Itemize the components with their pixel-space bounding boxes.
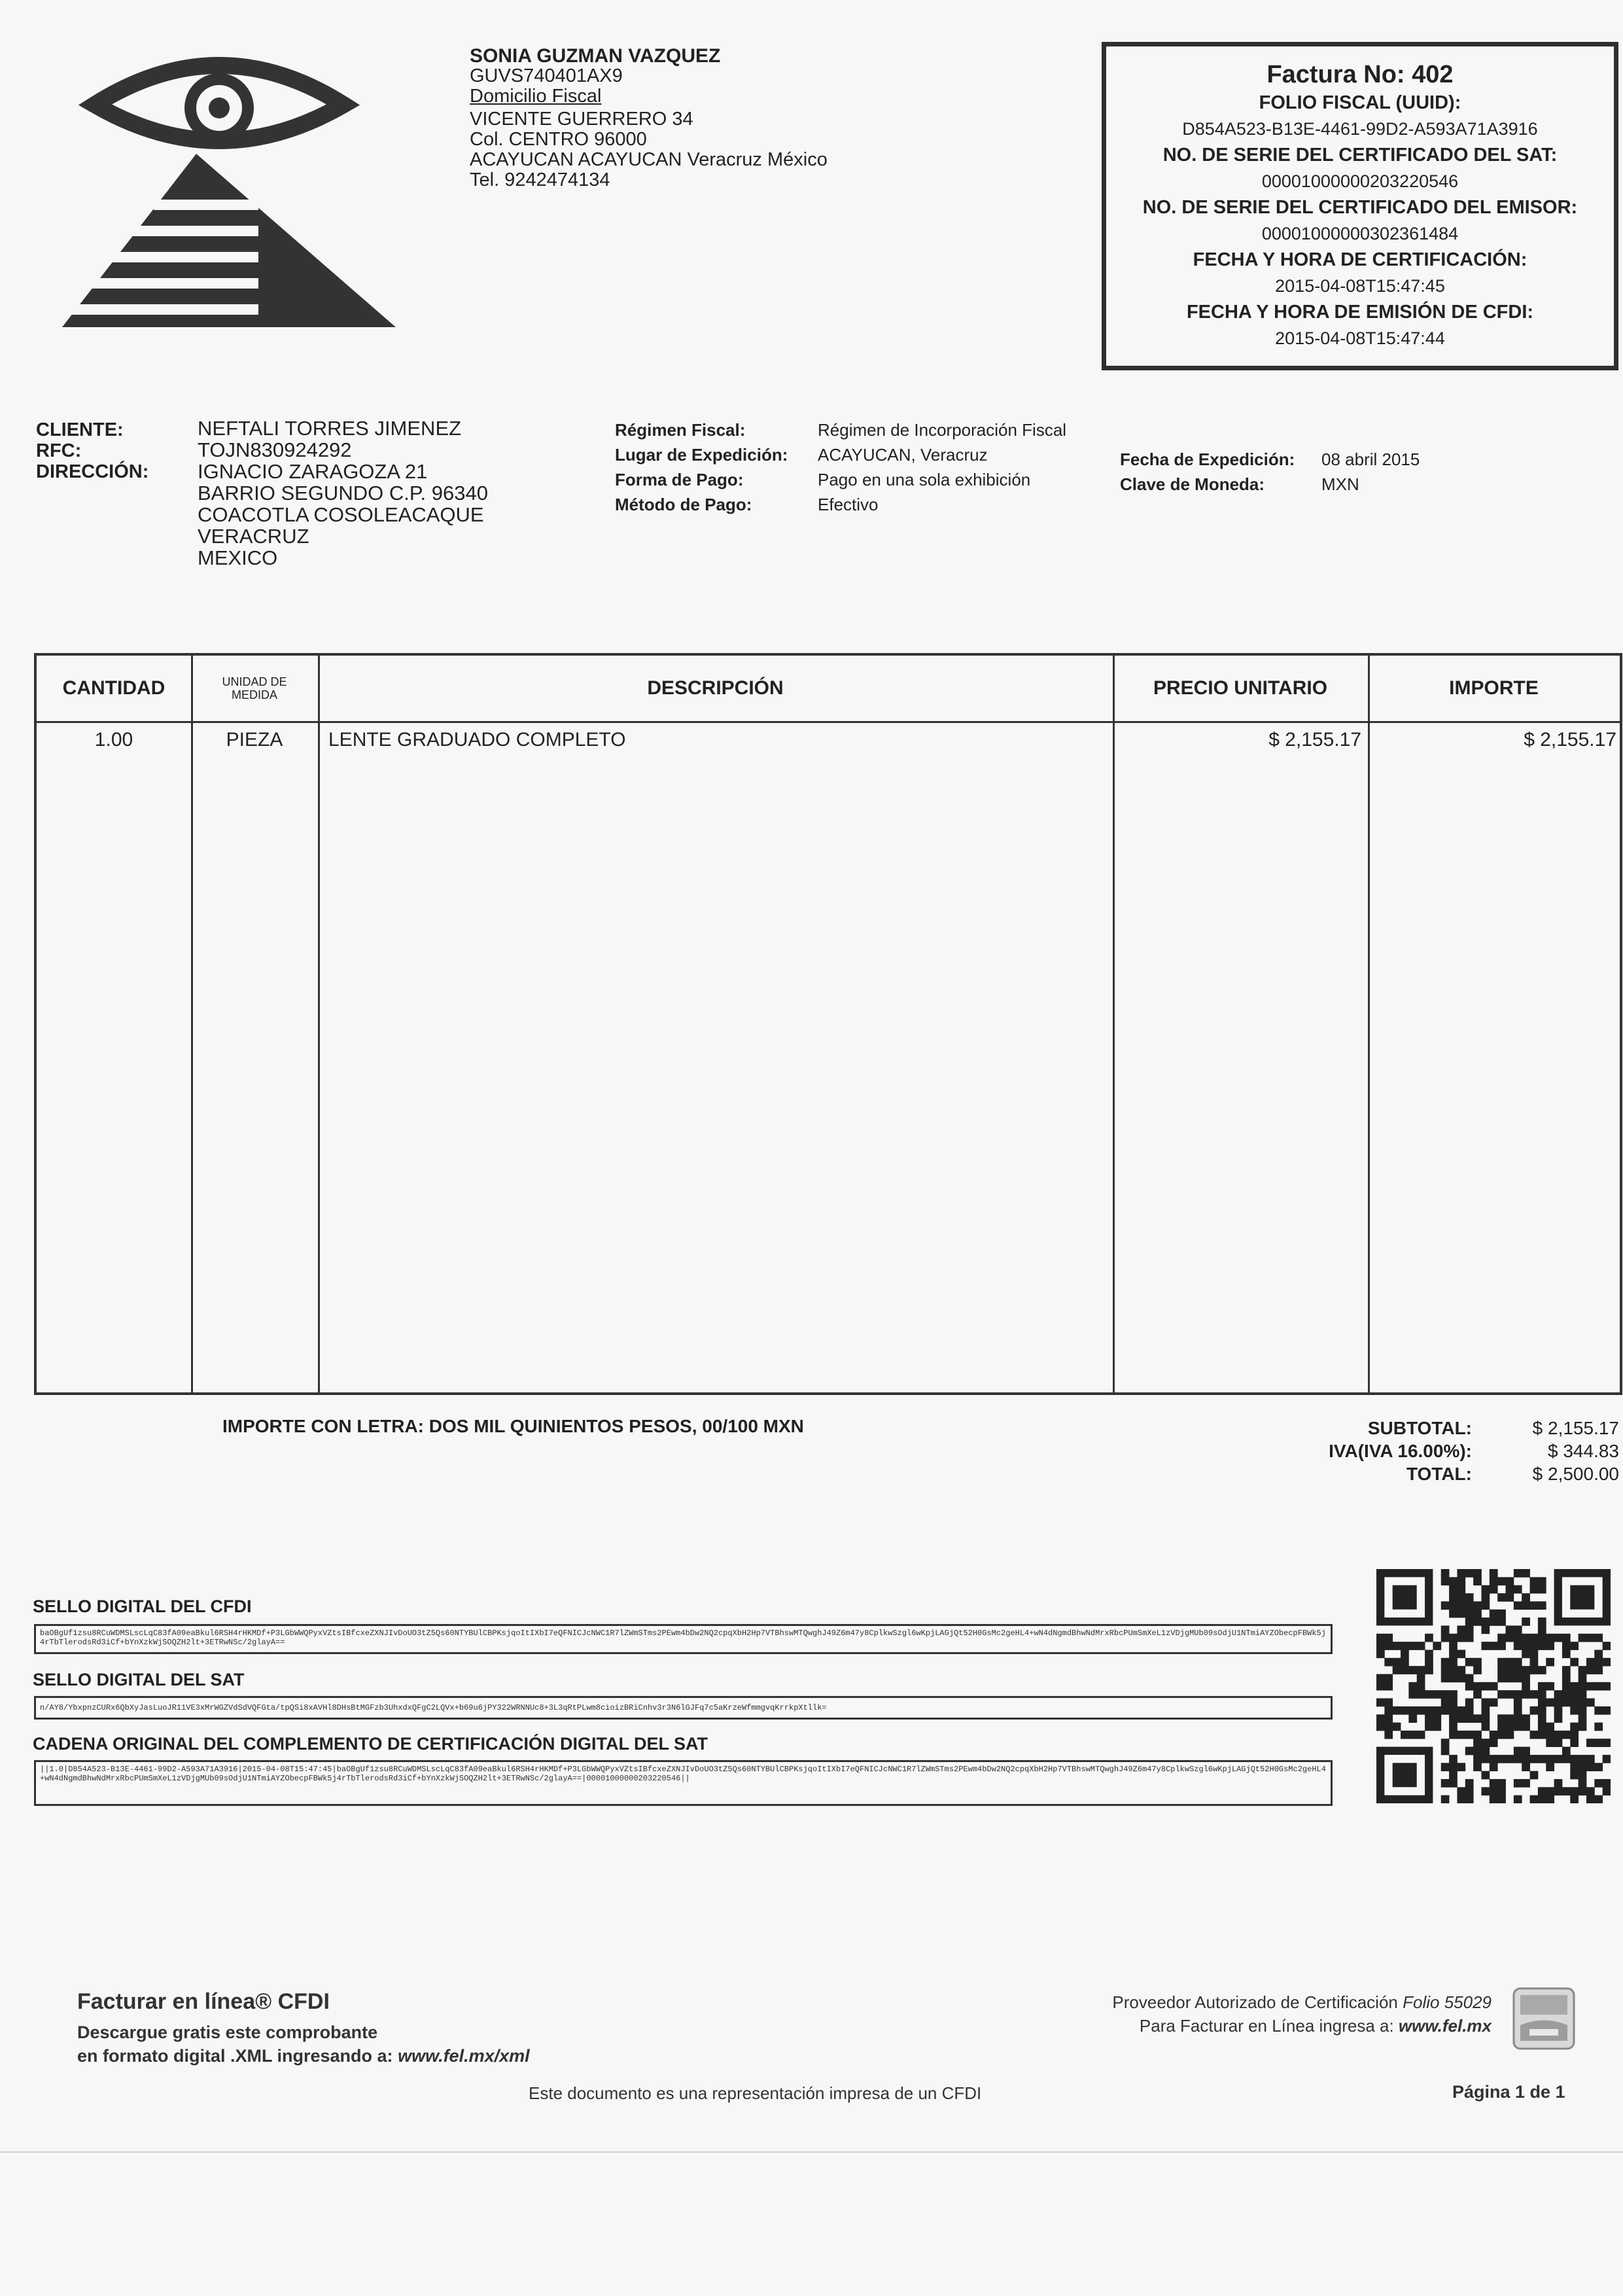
emisor-name: SONIA GUZMAN VAZQUEZ: [470, 45, 721, 67]
emisor-city: ACAYUCAN ACAYUCAN Veracruz México: [470, 149, 828, 170]
cliente-address-line: COACOTLA COSOLEACAQUE: [198, 503, 484, 526]
representacion-impresa: Este documento es una representación impresa de un CFDI: [529, 2083, 982, 2103]
direccion-label: DIRECCIÓN:: [36, 461, 149, 482]
cliente-label: CLIENTE:: [36, 419, 124, 440]
iva-label: IVA(IVA 16.00%):: [1329, 1441, 1472, 1461]
page-number: Página 1 de 1: [1452, 2082, 1565, 2102]
expedicion-labels: [1120, 447, 1295, 497]
emisor-block: [470, 46, 967, 190]
moneda-label: Clave de Moneda:: [1120, 474, 1265, 494]
fiscal-values: [818, 417, 1066, 517]
cliente-rfc: TOJN830924292: [198, 438, 352, 461]
fecha-cert-value: 2015-04-08T15:47:45: [1275, 276, 1445, 296]
totals-values: [1492, 1417, 1619, 1485]
emisor-street: VICENTE GUERRERO 34: [470, 109, 693, 130]
fel-link[interactable]: www.fel.mx: [1398, 2016, 1492, 2036]
qr-code: [1376, 1569, 1611, 1803]
row-precio: $ 2,155.17: [1268, 729, 1361, 751]
column-divider: [1113, 656, 1115, 1392]
factura-box: [1102, 42, 1618, 370]
sello-cfdi-box: baOBgUf1zsu8RCuWDMSLscLqC83fA09eaBkul6RSH4rHKMDf+P3LGbWWQPyxVZtsIBfcxeZXNJIvDoUO3tZ5Qs60NTYBUlCBPKsjqoItIXbI7eQFNICJcNWC1R7lZWmSTms2PEwm4bDw2NQ2cpqXbH2Hp7VTBhswMTQwghJ49Z6m47y8CplkwSzgl6wKpjLAGjQt52H0GsMc2geHL4+wN4dNgmdBhwNdMrxRbcPUmSmXeL1zVDjgMUb09sOdjU1NTmiAYZObecpFBWk5j4rTbTlerodsRd3iCf+bYnXzkWjSOQZH2lt+3ETRwNSc/2glayA==: [34, 1624, 1333, 1654]
forma-value: Pago en una sola exhibición: [818, 470, 1031, 489]
subtotal-label: SUBTOTAL:: [1367, 1418, 1472, 1438]
letra-value: DOS MIL QUINIENTOS PESOS, 00/100 MXN: [428, 1416, 804, 1436]
para-facturar-text: Para Facturar en Línea ingresa a:: [1139, 2016, 1394, 2036]
cadena-original-box: ||1.0|D854A523-B13E-4461-99D2-A593A71A3916|2015-04-08T15:47:45|baOBgUf1zsu8RCuWDMSLscLqC83fA09eaBkul6RSH4rHKMDf+P3LGbWWQPyxVZtsIBfcxeZXNJIvDoUO3tZ5Qs60NTYBUlCBPKsjqoItIXbI7eQFNICJcNWC1R7lZWmSTms2PEwm4bDw2NQ2cpqXbH2Hp7VTBhswMTQwghJ49Z6m47y8CplkwSzgl6wKpjLAGjQt52H0GsMc2geHL4+wN4dNgmdBhwNdMrxRbcPUmSmXeL1zVDjgMUb09sOdjU1NTmiAYZObecpFBWk5j4rTbTlerodsRd3iCf+bYnXzkWjSOQZH2lt+3ETRwNSc/2glayA==|00001000000203220546||: [34, 1760, 1333, 1806]
cliente-address-line: BARRIO SEGUNDO C.P. 96340: [198, 482, 488, 504]
header-descripcion: DESCRIPCIÓN: [647, 677, 784, 699]
fel-desc-line1: Descargue gratis este comprobante: [77, 2022, 378, 2042]
cliente-address-line: IGNACIO ZARAGOZA 21: [198, 460, 428, 483]
cadena-original-label: CADENA ORIGINAL DEL COMPLEMENTO DE CERTIFICACIÓN DIGITAL DEL SAT: [33, 1734, 708, 1754]
eye-pyramid-logo: [56, 39, 396, 340]
moneda-value: MXN: [1321, 474, 1359, 494]
fel-description: [77, 2021, 530, 2068]
metodo-value: Efectivo: [818, 495, 879, 514]
lugar-value: ACAYUCAN, Veracruz: [818, 445, 988, 465]
cert-sat-label: NO. DE SERIE DEL CERTIFICADO DEL SAT:: [1162, 145, 1558, 166]
fecha-exp-value: 08 abril 2015: [1321, 450, 1420, 469]
forma-label: Forma de Pago:: [615, 470, 744, 489]
sello-sat-box: n/AY8/YbxpnzCURx6QbXyJasLuoJR11VE3xMrWGZVdSdVQFGta/tpQSi8xAVHl8DHsBtMGFzb3UhxdxQFgC2LQVx+b69u6jPY322WRNNUc8+3L3qRtPLwm8cioizBRiCnhv3r3N6lGJFq7c5aKrzeWfmmgvqKrrkpXtllk=: [34, 1696, 1333, 1720]
letra-label: IMPORTE CON LETRA:: [222, 1416, 424, 1436]
folio-label: FOLIO FISCAL (UUID):: [1259, 92, 1461, 113]
fecha-cert-label: FECHA Y HORA DE CERTIFICACIÓN:: [1193, 249, 1527, 270]
fecha-exp-label: Fecha de Expedición:: [1120, 450, 1295, 469]
proveedor-folio: Folio 55029: [1403, 1992, 1492, 2012]
proveedor-block: [916, 1990, 1492, 2038]
regimen-value: Régimen de Incorporación Fiscal: [818, 420, 1067, 440]
emisor-rfc: GUVS740401AX9: [470, 65, 623, 86]
emisor-colonia: Col. CENTRO 96000: [470, 129, 647, 150]
row-descripcion: LENTE GRADUADO COMPLETO: [328, 729, 626, 751]
totals-labels: [1243, 1417, 1472, 1485]
cert-emisor-value: 00001000000302361484: [1261, 224, 1459, 243]
fecha-emision-value: 2015-04-08T15:47:44: [1275, 328, 1445, 348]
header-unidad: UNIDAD DE MEDIDA: [222, 675, 287, 701]
folio-value: D854A523-B13E-4461-99D2-A593A71A3916: [1182, 119, 1538, 139]
domicilio-label: Domicilio Fiscal: [470, 86, 602, 107]
cert-sat-value: 00001000000203220546: [1261, 171, 1459, 191]
column-divider: [318, 656, 320, 1392]
cliente-values: [198, 417, 488, 569]
factura-title: Factura No: 402: [1266, 61, 1454, 88]
items-table: [34, 653, 1622, 1395]
rfc-label: RFC:: [36, 440, 82, 461]
lugar-label: Lugar de Expedición:: [615, 445, 788, 465]
regimen-label: Régimen Fiscal:: [615, 420, 746, 440]
row-cantidad: 1.00: [94, 729, 133, 751]
fecha-emision-label: FECHA Y HORA DE EMISIÓN DE CFDI:: [1186, 302, 1534, 323]
column-divider: [191, 656, 193, 1392]
total-label: TOTAL:: [1406, 1464, 1472, 1484]
cliente-address-line: MEXICO: [198, 546, 278, 569]
emisor-phone: Tel. 9242474134: [470, 169, 610, 190]
cliente-address-line: VERACRUZ: [198, 525, 309, 548]
table-header-rule: [37, 721, 1620, 723]
column-divider: [1368, 656, 1370, 1392]
iva-value: $ 344.83: [1548, 1441, 1619, 1461]
total-value: $ 2,500.00: [1532, 1464, 1619, 1484]
header-precio: PRECIO UNITARIO: [1153, 677, 1328, 699]
header-importe: IMPORTE: [1449, 677, 1539, 699]
proveedor-text: Proveedor Autorizado de Certificación: [1112, 1992, 1398, 2012]
subtotal-value: $ 2,155.17: [1532, 1418, 1619, 1438]
row-importe: $ 2,155.17: [1524, 729, 1616, 751]
cert-emisor-label: NO. DE SERIE DEL CERTIFICADO DEL EMISOR:: [1142, 197, 1578, 218]
cliente-name: NEFTALI TORRES JIMENEZ: [198, 417, 462, 440]
expedicion-values: [1321, 447, 1420, 497]
sello-cfdi-label: SELLO DIGITAL DEL CFDI: [33, 1597, 252, 1616]
fiscal-labels: [615, 417, 788, 517]
sat-seal-icon: [1511, 1986, 1577, 2051]
fel-desc-line2: en formato digital .XML ingresando a:: [77, 2046, 393, 2066]
sello-sat-label: SELLO DIGITAL DEL SAT: [33, 1670, 245, 1689]
fel-xml-link[interactable]: www.fel.mx/xml: [398, 2046, 530, 2066]
importe-con-letra: [222, 1416, 804, 1437]
row-unidad: PIEZA: [226, 729, 283, 751]
fel-brand: Facturar en línea® CFDI: [77, 1989, 330, 2014]
metodo-label: Método de Pago:: [615, 495, 752, 514]
page-edge-rule: [0, 2151, 1623, 2153]
header-cantidad: CANTIDAD: [62, 677, 166, 699]
